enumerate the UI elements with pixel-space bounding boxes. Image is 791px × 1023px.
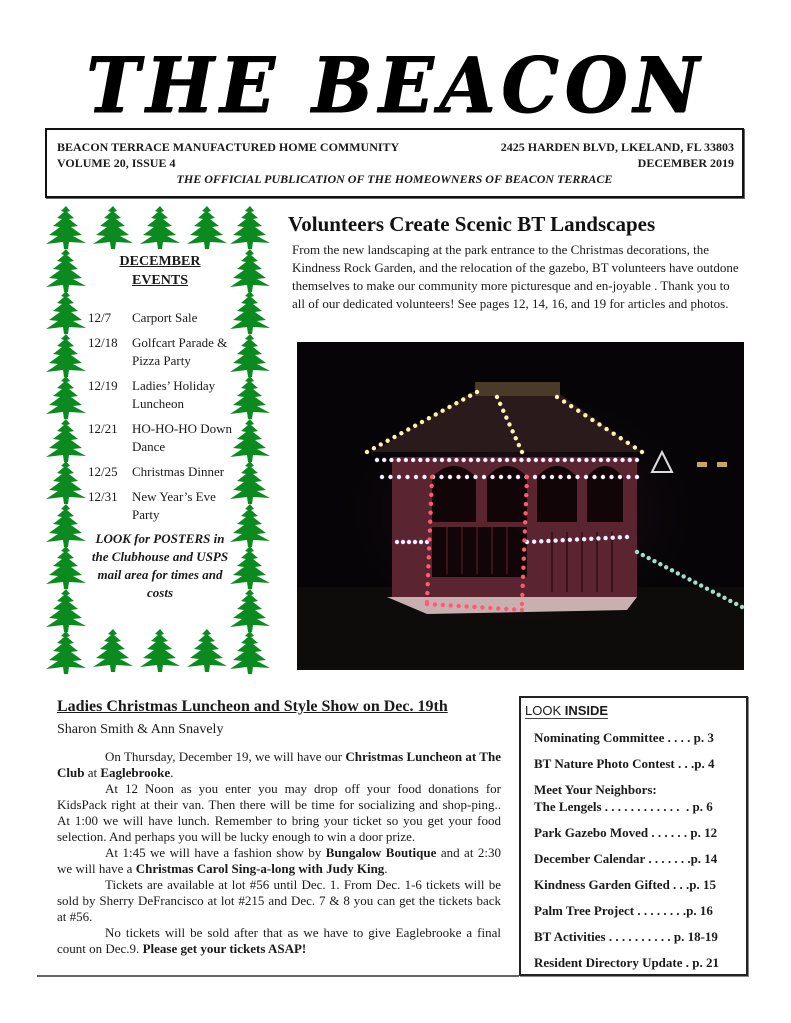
- pine-tree-icon: [229, 248, 271, 292]
- contents-list: [534, 729, 746, 980]
- paragraph: At 1:45 we will have a fashion show by Bungalow Boutique and at 2:30 we will have a Christmas Carol Sing-a-long with Judy King.: [57, 845, 502, 876]
- pine-tree-icon: [92, 628, 134, 672]
- contents-item: BT Activities . . . . . . . . . . p. 18-19: [534, 929, 718, 944]
- pine-tree-icon: [45, 333, 87, 377]
- pine-tree-icon: [139, 205, 181, 249]
- contents-item: Palm Tree Project . . . . . . . .p. 16: [534, 903, 713, 918]
- volunteers-headline: Volunteers Create Scenic BT Landscapes: [288, 212, 656, 236]
- pine-tree-icon: [92, 205, 134, 249]
- look-inside-heading: LOOK INSIDE: [525, 703, 609, 718]
- contents-item: Kindness Garden Gifted . . .p. 15: [534, 877, 717, 892]
- pine-tree-icon: [45, 205, 87, 249]
- pine-tree-icon: [229, 290, 271, 334]
- pine-tree-icon: [229, 588, 271, 632]
- masthead-info-box: [45, 128, 744, 198]
- luncheon-byline: Sharon Smith & Ann Snavely: [57, 722, 224, 737]
- pine-tree-icon: [45, 460, 87, 504]
- address: 2425 HARDEN BLVD, LKELAND, FL 33803: [500, 140, 734, 154]
- divider: [37, 975, 519, 977]
- pine-tree-icon: [45, 503, 87, 547]
- event-item: 12/25 Christmas Dinner: [88, 464, 225, 479]
- pine-tree-icon: [229, 503, 271, 547]
- pine-tree-icon: [45, 290, 87, 334]
- events-title: DECEMBER EVENTS: [119, 254, 201, 288]
- contents-item: Nominating Committee . . . . p. 3: [534, 730, 714, 745]
- newsletter-title: THE BEACON: [86, 39, 705, 130]
- pine-tree-icon: [186, 205, 228, 249]
- pine-tree-icon: [229, 375, 271, 419]
- pine-tree-icon: [229, 460, 271, 504]
- pine-tree-icon: [229, 545, 271, 589]
- volunteers-body: From the new landscaping at the park entrance to the Christmas decorations, the Kindness Rock Garden, and the relocation of the gazebo, BT volunteers have outdone themselves to make our community more picturesque and en-joyable . Thank you to all of our dedicated volunteers! See pages 12, 14, 16, and 19 for articles and photos.: [292, 242, 739, 311]
- luncheon-body: [57, 749, 501, 957]
- paragraph: No tickets will be sold after that as we have to give Eaglebrooke a final count on Dec.9. Please get your tickets ASAP!: [57, 925, 501, 956]
- event-item: 12/7 Carport Sale: [88, 310, 198, 325]
- event-item: 12/19 Ladies’ Holiday Luncheon: [88, 378, 216, 411]
- pine-tree-icon: [45, 375, 87, 419]
- pine-tree-icon: [45, 248, 87, 292]
- issue-date: DECEMBER 2019: [637, 156, 734, 170]
- contents-item: December Calendar . . . . . . .p. 14: [534, 851, 718, 866]
- pine-tree-icon: [186, 628, 228, 672]
- posters-note: LOOK for POSTERS in the Clubhouse and USPS mail area for times and costs: [91, 531, 229, 600]
- contents-item: Meet Your Neighbors: The Lengels . . . . . . . . . . . . . p. 6: [534, 782, 713, 814]
- community-name: BEACON TERRACE MANUFACTURED HOME COMMUNITY: [57, 140, 400, 154]
- paragraph: At 12 Noon as you enter you may drop off your food donations for KidsPack right at their van. Then there will be time for socializing and shop-ping.. At 1:00 we will have lunch. Remember to bring your ticket so you get your food selection. And perhaps you will be lucky enough to win a door prize.: [57, 781, 501, 844]
- pine-tree-icon: [229, 333, 271, 377]
- pine-tree-icon: [139, 628, 181, 672]
- gazebo-photo: [297, 342, 744, 670]
- pine-tree-icon: [45, 588, 87, 632]
- luncheon-headline: Ladies Christmas Luncheon and Style Show on Dec. 19th: [57, 698, 448, 715]
- event-item: 12/31 New Year’s Eve Party: [88, 489, 216, 522]
- pine-tree-icon: [229, 205, 271, 249]
- pine-tree-icon: [45, 630, 87, 674]
- contents-item: Resident Directory Update . p. 21: [534, 955, 719, 970]
- event-item: 12/18 Golfcart Parade & Pizza Party: [88, 335, 228, 368]
- volume-issue: VOLUME 20, ISSUE 4: [57, 156, 176, 170]
- event-item: 12/21 HO-HO-HO Down Dance: [88, 421, 233, 454]
- pine-tree-icon: [229, 418, 271, 462]
- contents-item: BT Nature Photo Contest . . .p. 4: [534, 756, 715, 771]
- december-events: [88, 252, 232, 602]
- contents-item: Park Gazebo Moved . . . . . . p. 12: [534, 825, 718, 840]
- tagline: THE OFFICIAL PUBLICATION OF THE HOMEOWNERS OF BEACON TERRACE: [176, 172, 613, 186]
- look-inside-box: [519, 696, 748, 976]
- pine-tree-icon: [229, 630, 271, 674]
- pine-tree-icon: [45, 545, 87, 589]
- paragraph: Tickets are available at lot #56 until Dec. 1. From Dec. 1-6 tickets will be sold by Sherry DeFrancisco at lot #215 and Dec. 7 & 8 you can get the tickets back at #56.: [57, 877, 501, 924]
- paragraph: On Thursday, December 19, we will have our Christmas Luncheon at The Club at Eaglebrooke.: [57, 749, 501, 780]
- pine-tree-icon: [45, 418, 87, 462]
- gazebo-lights-illustration: [297, 342, 744, 670]
